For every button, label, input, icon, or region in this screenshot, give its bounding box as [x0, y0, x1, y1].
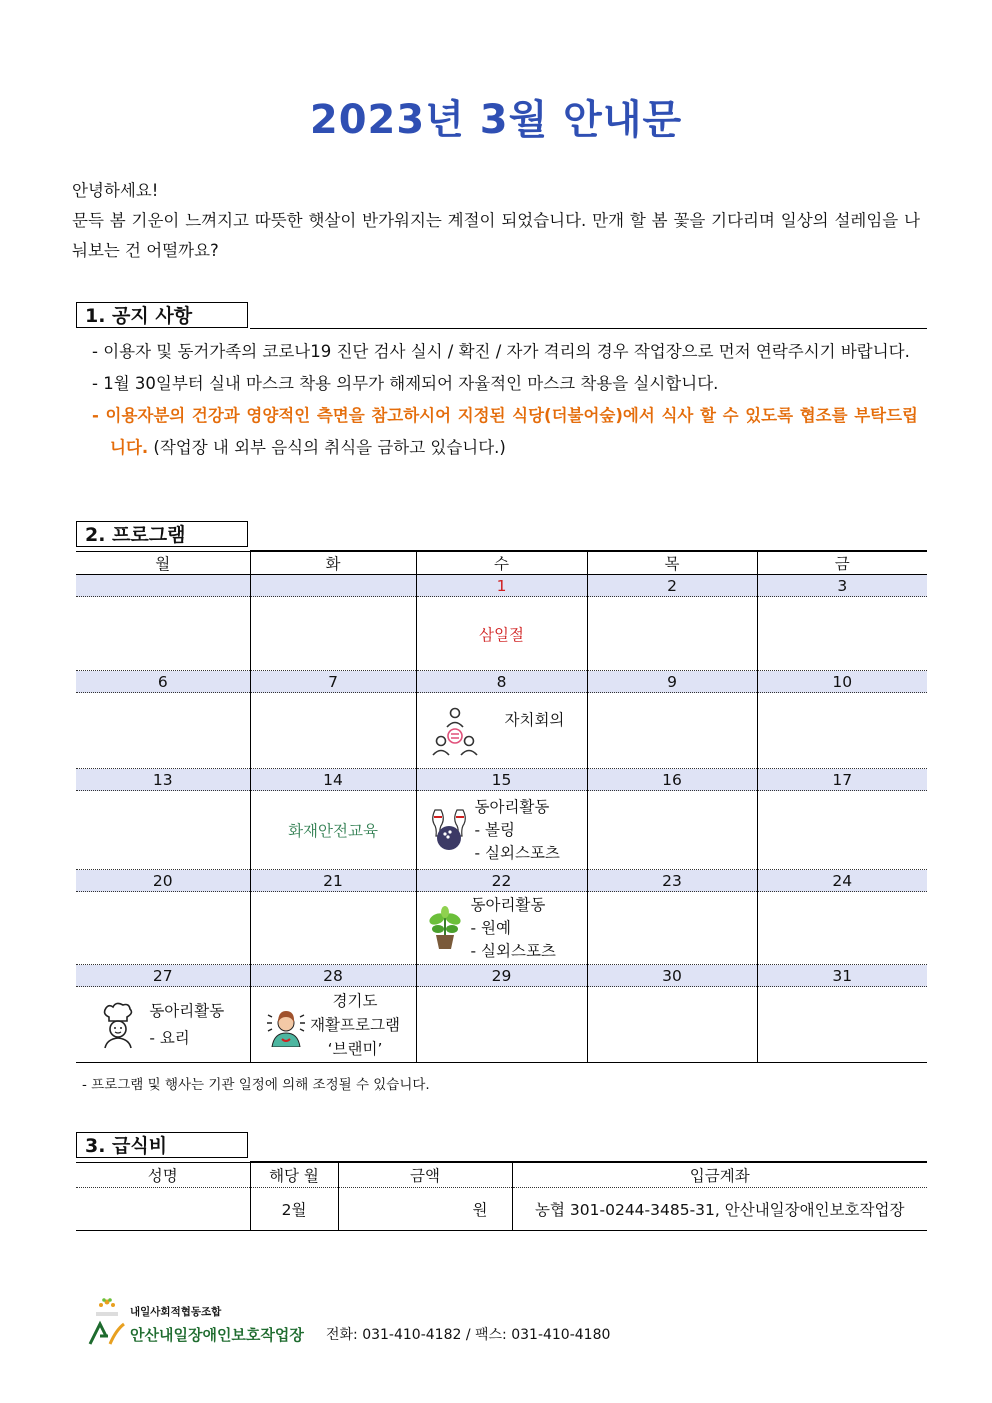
intro: [72, 176, 920, 266]
date-cell: 27: [76, 965, 250, 987]
notice-item: [92, 400, 918, 464]
event-cell: [76, 987, 250, 1063]
date-cell: 17: [757, 769, 927, 791]
contact-info: 전화: 031-410-4182 / 팩스: 031-410-4180: [326, 1327, 611, 1343]
club-item: - 실외스포츠: [474, 843, 560, 862]
section-meal-fee-label: 3. 급식비: [76, 1132, 248, 1158]
notice-item: - 1월 30일부터 실내 마스크 착용 의무가 해제되어 자율적인 마스크 착용을 실시합니다.: [92, 374, 719, 393]
date-cell: 30: [587, 965, 757, 987]
club-title: 동아리활동: [474, 797, 550, 816]
event-cell: [757, 693, 927, 769]
section-program-label: 2. 프로그램: [76, 521, 248, 547]
date-cell: 24: [757, 870, 927, 892]
day-header: 수: [416, 552, 587, 575]
event-cell: [76, 791, 250, 870]
event-cell: [416, 693, 587, 769]
notice-item: - 이용자 및 동거가족의 코로나19 진단 검사 실시 / 확진 / 자가 격리의 경우 작업장으로 먼저 연락주시기 바랍니다.: [92, 342, 910, 361]
chef-icon: [101, 1001, 135, 1049]
event-cell: [416, 892, 587, 965]
event-cell: [587, 693, 757, 769]
date-cell: 10: [757, 671, 927, 693]
event-cell: [757, 892, 927, 965]
date-cell: 23: [587, 870, 757, 892]
club-item: - 볼링: [474, 820, 515, 839]
event-cell: [757, 791, 927, 870]
date-cell: 2: [587, 575, 757, 597]
date-cell-holiday: 1: [416, 575, 587, 597]
club-title: 동아리활동: [149, 1001, 225, 1020]
person-celebrating-icon: [266, 1003, 306, 1047]
date-cell: 6: [76, 671, 250, 693]
event-cell: [250, 892, 416, 965]
date-cell: 21: [250, 870, 416, 892]
event-cell: [587, 791, 757, 870]
day-header: 목: [587, 552, 757, 575]
date-cell: 14: [250, 769, 416, 791]
event-cell: [587, 987, 757, 1063]
greeting: 안녕하세요!: [72, 181, 159, 200]
bowling-icon: [429, 808, 467, 852]
intro-body: 문득 봄 기운이 느껴지고 따뜻한 햇살이 반가워지는 계절이 되었습니다. 만개 할 봄 꽃을 기다리며 일상의 설레임을 나눠보는 건 어떨까요?: [72, 211, 920, 260]
day-header: 화: [250, 552, 416, 575]
fire-safety-label: 화재안전교육: [250, 791, 416, 870]
event-cell: [757, 597, 927, 671]
rehab-line: 경기도: [332, 991, 378, 1010]
event-cell: [757, 987, 927, 1063]
event-cell: [76, 892, 250, 965]
date-cell: [250, 575, 416, 597]
event-cell: [587, 892, 757, 965]
organization-name: 안산내일장애인보호작업장: [130, 1326, 304, 1344]
date-cell: 20: [76, 870, 250, 892]
day-header: 금: [757, 552, 927, 575]
date-cell: 8: [416, 671, 587, 693]
event-cell: [416, 791, 587, 870]
council-label: 자치회의: [504, 710, 565, 729]
date-cell: 28: [250, 965, 416, 987]
event-cell: [250, 693, 416, 769]
date-cell: 9: [587, 671, 757, 693]
event-cell: [250, 597, 416, 671]
date-cell: 16: [587, 769, 757, 791]
plant-icon: [427, 905, 463, 951]
date-cell: 3: [757, 575, 927, 597]
fee-account-cell: 농협 301-0244-3485-31, 안산내일장애인보호작업장: [512, 1188, 927, 1231]
event-cell: [587, 597, 757, 671]
event-cell: [250, 987, 416, 1063]
date-cell: 22: [416, 870, 587, 892]
program-note: - 프로그램 및 행사는 기관 일정에 의해 조정될 수 있습니다.: [82, 1077, 430, 1093]
date-cell: 15: [416, 769, 587, 791]
fee-month-cell: 2월: [250, 1188, 338, 1231]
day-header: 월: [76, 552, 250, 575]
section-notice-label: 1. 공지 사항: [76, 302, 248, 328]
rehab-line: ‘브랜미’: [327, 1039, 383, 1058]
club-item: - 실외스포츠: [470, 941, 556, 960]
organization-logo: [88, 1296, 126, 1346]
fee-header: 입금계좌: [512, 1163, 927, 1188]
club-title: 동아리활동: [470, 895, 546, 914]
date-cell: [76, 575, 250, 597]
program-calendar: [76, 551, 927, 1063]
rehab-line: 재활프로그램: [310, 1015, 400, 1034]
club-item: - 원예: [470, 918, 511, 937]
date-cell: 7: [250, 671, 416, 693]
fee-amount-cell: 원: [338, 1188, 512, 1231]
fee-header: 성명: [76, 1163, 250, 1188]
event-cell: [76, 597, 250, 671]
event-cell: [76, 693, 250, 769]
event-cell: [416, 987, 587, 1063]
date-cell: 31: [757, 965, 927, 987]
fee-header: 해당 월: [250, 1163, 338, 1188]
fee-name-cell: [76, 1188, 250, 1231]
notice-list: [92, 336, 918, 464]
club-item: - 요리: [149, 1028, 190, 1047]
meeting-icon: [431, 705, 479, 757]
cooperative-name: 내일사회적협동조합: [130, 1306, 222, 1318]
holiday-label: 삼일절: [416, 597, 587, 671]
meal-fee-table: [76, 1162, 927, 1231]
notice-highlight: - 이용자분의 건강과 영양적인 측면을 참고하시어 지정된 식당(더불어숲)에서 식사 할 수 있도록 협조를 부탁드립니다.: [92, 406, 918, 457]
notice-note: (작업장 내 외부 음식의 취식을 금하고 있습니다.): [148, 438, 506, 457]
fee-header: 금액: [338, 1163, 512, 1188]
divider: [250, 328, 927, 329]
date-cell: 29: [416, 965, 587, 987]
page-title: 2023년 3월 안내문: [309, 97, 683, 143]
date-cell: 13: [76, 769, 250, 791]
